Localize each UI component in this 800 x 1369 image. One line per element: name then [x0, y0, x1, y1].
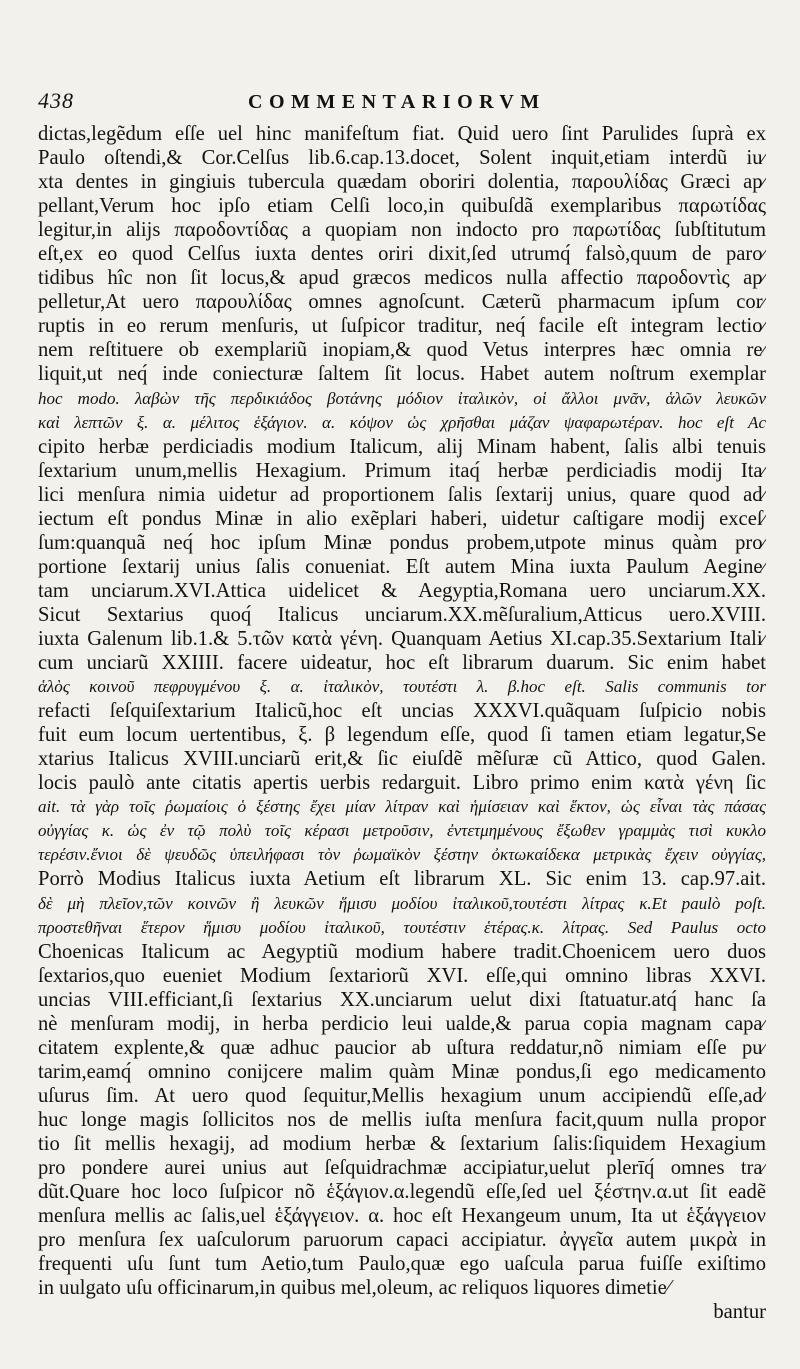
- text-line: menſura mellis ac ſalis,uel ἑξάγγειον. α. hoc eſt Hexangeum unum, Ita ut ἑξάγγειον: [38, 1205, 766, 1228]
- text-line: hoc modo. λαβὼν τῆς περδικιάδος βοτάνης μόδιον ἰταλικὸν, οἱ ἄλλοι μνᾶν, ἁλῶν λευκῶν: [38, 388, 766, 408]
- text-line: ſextarium unum,mellis Hexagium. Primum itaq́ herbæ perdiciadis modij Ita⁄: [38, 459, 766, 482]
- text-line: ruptis in eo rerum menſuris, ut ſuſpicor traditur, neq́ facile eſt integram lectio⁄: [38, 315, 766, 338]
- text-line: locis paulò ante citatis apertis uerbis redarguit. Libro primo enim κατὰ γένη ſic: [38, 772, 766, 795]
- text-line: pellant,Verum hoc ipſo etiam Celſi loco,in quibuſdã exemplaribus παρωτίδας: [38, 195, 766, 218]
- text-line: dictas,legẽdum eſſe uel hinc manifeſtum fiat. Quid uero ſint Parulides ſuprà ex: [38, 123, 766, 145]
- text-line: legitur,in alijs παροδοντίδας a quopiam non indocto pro παρωτίδας ſubſtitutum: [38, 219, 766, 242]
- text-line: pro menſura ſex uaſculorum paruorum capaci accipiatur. ἀγγεῖα autem μικρὰ in: [38, 1229, 766, 1252]
- text-line: Sicut Sextarius quoq́ Italicus unciarum.XX.mẽſuralium,Atticus uero.XVIII.: [38, 603, 766, 626]
- text-line: pro pondere aurei unius aut ſeſquidrachmæ accipiatur,uelut plerīq́ omnes tra⁄: [38, 1157, 766, 1180]
- catchword: bantur: [713, 1301, 766, 1324]
- text-line: fuit eum locum uertentibus, ξ. β legendum eſſe, quod ſi tamen etiam legatur,Se: [38, 724, 766, 747]
- text-line: ſum:quanquã neq́ hoc ipſum Minæ pondus probem,utpote minus quàm pro⁄: [38, 531, 766, 554]
- text-line: frequenti uſu ſunt tum Aetio,tum Paulo,quæ ego uaſcula parua fuiſſe exiſtimo: [38, 1253, 766, 1276]
- text-line: eſt,ex eo quod Celſus iuxta dentes oriri dixit,ſed utrumq́ falsò,quum de paro⁄: [38, 243, 766, 266]
- text-line: pelletur,At uero παρουλίδας omnes agnoſcunt. Cæterũ pharmacum ipſum cor⁄: [38, 291, 766, 314]
- text-line: cum unciarũ XXIIII. facere uideatur, hoc eſt librarum duarum. Sic enim habet: [38, 652, 766, 675]
- text-line: dũt.Quare hoc loco ſuſpicor nõ ἑξάγιον.α.legendũ eſſe,ſed uel ξέστην.α.ut ſit eadẽ: [38, 1181, 766, 1204]
- running-head: COMMENTARIORVM: [248, 91, 546, 113]
- text-line: nè menſuram modij, in herba perdicio leui ualde,& parua copia magnam capa⁄: [38, 1012, 766, 1035]
- text-line: Porrò Modius Italicus iuxta Aetium eſt librarum XL. Sic enim 13. cap.97.ait.: [38, 868, 766, 891]
- text-line: xta dentes in gingiuis tubercula quædam oboriri dolentia, παρουλίδας Græci ap⁄: [38, 171, 766, 194]
- text-line: portione ſextarij unius ſalis conueniat. Eſt autem Mina iuxta Paulum Aegine⁄: [38, 555, 766, 578]
- text-line: citatem explente,& quæ adhuc paucior ab uſtura reddatur,nõ nimiam eſſe pu⁄: [38, 1036, 766, 1059]
- text-line: οὐγγίας κ. ὡς ἐν τῷ πολὺ τοῖς κέρασι μετροῦσιν, ἐντετμημένους ἔξωθεν γραμμὰς τισὶ κυκλο: [38, 821, 766, 841]
- body-text: [38, 122, 766, 1300]
- text-line: tio ſit mellis hexagij, ad modium herbæ & ſextarium ſalis:ſiquidem Hexagium: [38, 1132, 766, 1155]
- text-line: liquit,ut neq́ inde coniecturæ ſaltem ſit locus. Habet autem noſtrum exemplar: [38, 363, 766, 386]
- text-line: Choenicas Italicum ac Aegyptiũ modium habere tradit.Choenicem uero duos: [38, 940, 766, 963]
- text-line: iectum eſt pondus Minæ in alio exẽplari haberi, uidetur caſtigare modij exceſ⁄: [38, 507, 766, 530]
- text-line: ait. τὰ γὰρ τοῖς ῥωμαίοις ὁ ξέστης ἔχει μίαν λίτραν καὶ ἡμίσειαν καὶ ἕκτον, ὡς εἶναι τὰς πάσας: [38, 797, 766, 817]
- text-line: xtarius Italicus XVIII.unciarũ erit,& ſic eiuſdẽ mẽſuræ cũ Attico, quod Galen.: [38, 748, 766, 771]
- text-line: refacti ſeſquiſextarium Italicũ,hoc eſt uncias XXXVI.quãquam ſuſpicio nobis: [38, 700, 766, 723]
- text-line: Paulo oſtendi,& Cor.Celſus lib.6.cap.13.docet, Solent inquit,etiam interdũ iu⁄: [38, 147, 766, 170]
- text-line: huc longe magis ſollicitos nos de mellis iuſta menſura facit,quum nulla propor: [38, 1108, 766, 1131]
- text-line: καὶ λεπτῶν ξ. α. μέλιτος ἑξάγιον. α. κόψον ὡς χρῆσθαι μάζαν ψαφαρωτέραν. hoc eſt Ac: [38, 412, 766, 432]
- text-line: τερέσιν.ἔνιοι δὲ ψευδῶς ὑπειλήφασι τὸν ῥωμαϊκὸν ξέστην ὀκτωκαίδεκα μετρικὰς ἔχειν οὐγγίας,: [38, 845, 766, 865]
- text-line: in uulgato uſu officinarum,in quibus mel,oleum, ac reliquos liquores dimetie⁄: [38, 1277, 671, 1300]
- text-line: uncias VIII.efficiant,ſi ſextarius XX.unciarum uelut dixi ſtatuatur.atq́ hanc ſa: [38, 988, 766, 1011]
- text-line: tarim,eamq́ omnino conijcere malim quàm Minæ pondus,ſi ego medicamento: [38, 1060, 766, 1083]
- text-line: προστεθῆναι ἕτερον ἥμισυ μοδίου ἰταλικοῦ, τουτέστιν ἑτέρας.κ. λίτρας. Sed Paulus octo: [38, 917, 766, 937]
- text-line: ἁλὸς κοινοῦ πεφρυγμένου ξ. α. ἰταλικὸν, τουτέστι λ. β.hoc eſt. Salis communis tor: [38, 677, 766, 697]
- page-header: [38, 88, 766, 122]
- text-line: uſurus ſim. At uero quod ſequitur,Mellis hexagium unum accipiendũ eſſe,ad⁄: [38, 1084, 766, 1107]
- text-line: lici menſura nimia uidetur ad proportionem ſalis ſextarij unius, quare quod ad⁄: [38, 483, 766, 506]
- text-line: nem reſtituere ob exemplariũ inopiam,& quod Vetus interpres hæc omnia re⁄: [38, 339, 766, 362]
- text-line: tidibus hîc non ſit locus,& apud græcos medicos nulla affectio παροδοντὶς ap⁄: [38, 267, 766, 290]
- text-line: δὲ μὴ πλεῖον,τῶν κοινῶν ἢ λευκῶν ἥμισυ μοδίου ἰταλικοῦ,τουτέστι λίτρας κ.Et paulò poſt.: [38, 893, 766, 913]
- text-line: iuxta Galenum lib.1.& 5.τῶν κατὰ γένη. Quanquam Aetius XI.cap.35.Sextarium Itali⁄: [38, 627, 766, 650]
- text-line: tam unciarum.XVI.Attica uidelicet & Aegyptia,Romana uero unciarum.XX.: [38, 579, 766, 602]
- text-line: ſextarios,quo eueniet Modium ſextariorũ XVI. eſſe,qui omnino libras XXVI.: [38, 964, 766, 987]
- page-number: 438: [38, 88, 74, 113]
- text-line: cipito herbæ perdiciadis modium Italicum, alij Minam habent, ſalis albi tenuis: [38, 435, 766, 458]
